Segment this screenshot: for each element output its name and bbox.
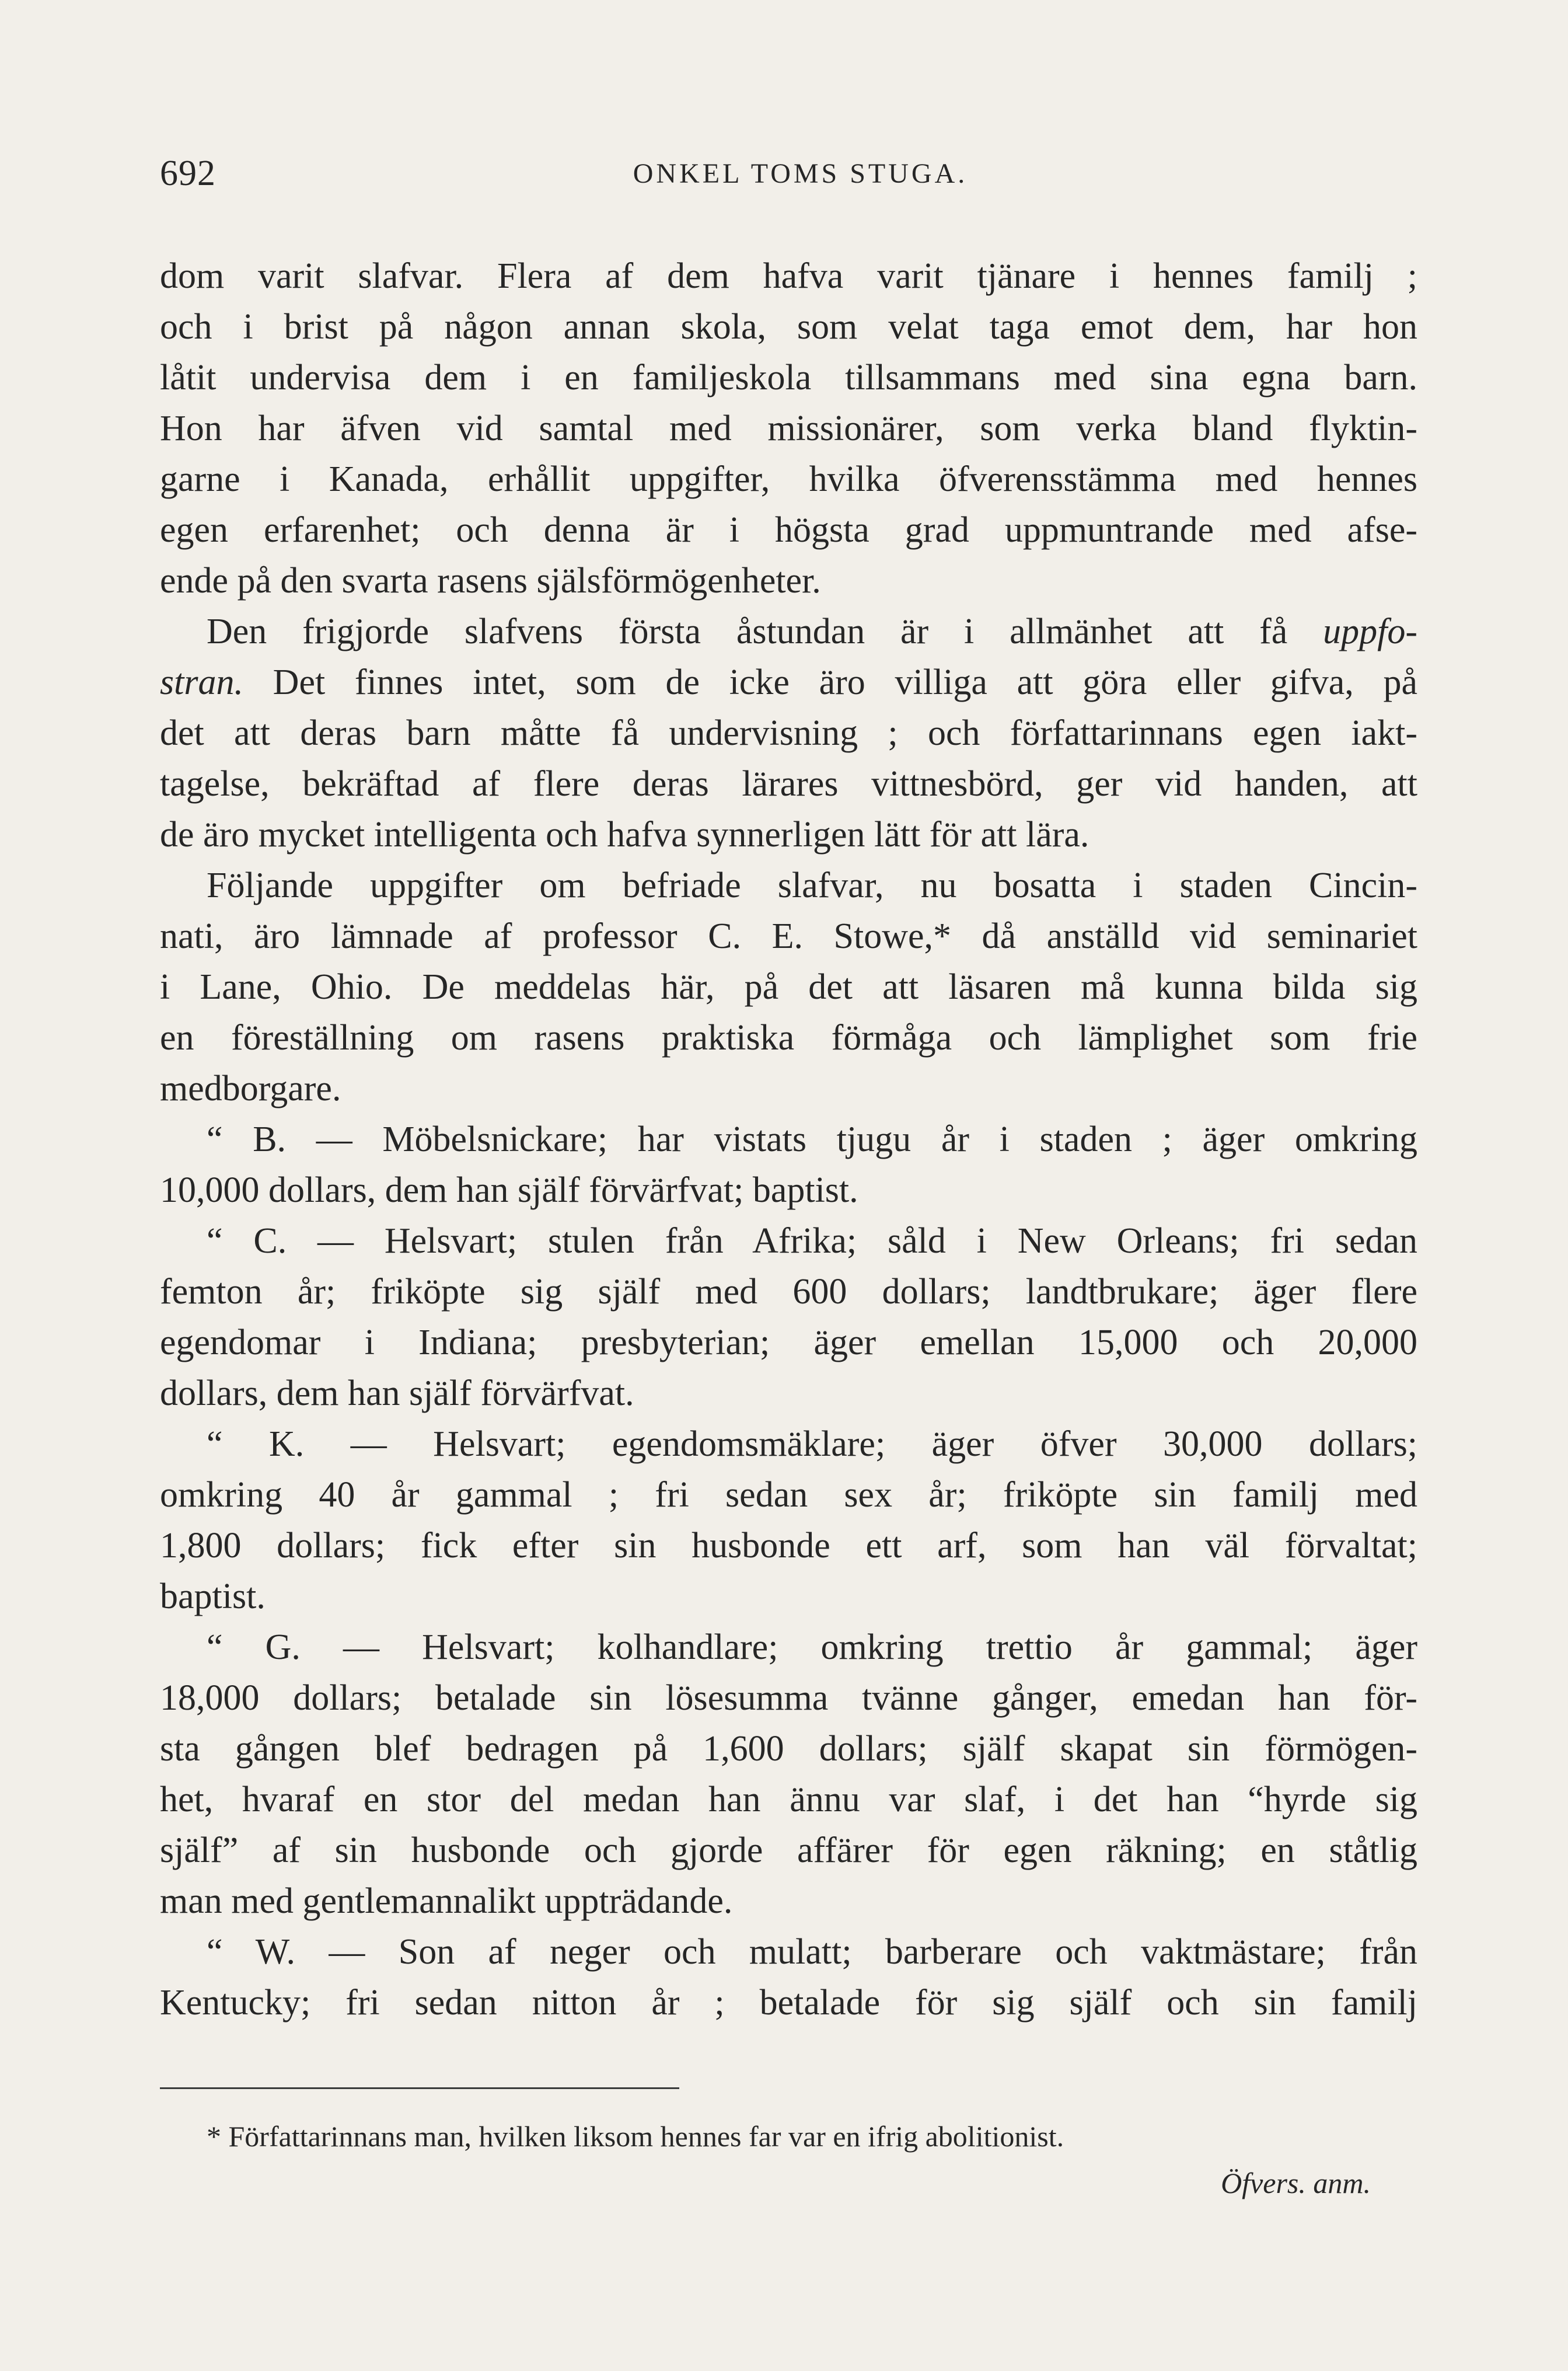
text-line: omkring 40 år gammal ; fri sedan sex år; friköpte sin familj med xyxy=(160,1475,1417,1515)
text-segment: Den frigjorde slafvens första åstundan är i allmänhet att få xyxy=(207,612,1288,651)
footnote-credit: Öfvers. anm. xyxy=(1221,2167,1371,2199)
text-line: 1,800 dollars; fick efter sin husbonde ett arf, som han väl förvaltat; xyxy=(160,1526,1417,1565)
text-line: de äro mycket intelligenta och hafva synnerligen lätt för att lära. xyxy=(160,815,1089,855)
text-line: själf” af sin husbonde och gjorde affärer för egen räkning; en ståtlig xyxy=(160,1830,1417,1870)
text-line: “ K. — Helsvart; egendomsmäklare; äger öfver 30,000 dollars; xyxy=(207,1424,1417,1464)
text-line: sta gången blef bedragen på 1,600 dollars; själf skapat sin förmögen- xyxy=(160,1729,1417,1769)
text-line: Följande uppgifter om befriade slafvar, nu bosatta i staden Cincin- xyxy=(207,866,1417,905)
body-text xyxy=(160,251,1417,2028)
italic-word: stran. xyxy=(160,663,243,702)
page-number: 692 xyxy=(160,154,216,193)
text-line: baptist. xyxy=(160,1577,266,1616)
text-line: garne i Kanada, erhållit uppgifter, hvilka öfverensstämma med hennes xyxy=(160,459,1417,499)
text-line: egendomar i Indiana; presbyterian; äger emellan 15,000 och 20,000 xyxy=(160,1323,1417,1362)
text-line: nati, äro lämnade af professor C. E. Stowe,* då anställd vid seminariet xyxy=(160,916,1417,956)
text-line: dom varit slafvar. Flera af dem hafva varit tjänare i hennes familj ; xyxy=(160,256,1417,296)
footnote-divider xyxy=(160,2087,679,2089)
text-line: “ W. — Son af neger och mulatt; barberare och vaktmästare; från xyxy=(207,1932,1417,1972)
text-line: i Lane, Ohio. De meddelas här, på det att läsaren må kunna bilda sig xyxy=(160,967,1417,1007)
text-line: egen erfarenhet; och denna är i högsta grad uppmuntrande med afse- xyxy=(160,510,1417,550)
text-line: och i brist på någon annan skola, som velat taga emot dem, har hon xyxy=(160,307,1417,347)
text-line: en föreställning om rasens praktiska förmåga och lämplighet som frie xyxy=(160,1018,1417,1058)
text-line: “ G. — Helsvart; kolhandlare; omkring trettio år gammal; äger xyxy=(207,1627,1417,1667)
footnote xyxy=(160,2113,1417,2206)
italic-word: uppfo- xyxy=(1323,612,1417,651)
running-title: ONKEL TOMS STUGA. xyxy=(633,158,968,189)
text-line: man med gentlemannalikt uppträdande. xyxy=(160,1881,733,1921)
text-line: femton år; friköpte sig själf med 600 dollars; landtbrukare; äger flere xyxy=(160,1272,1417,1312)
text-line: Kentucky; fri sedan nitton år ; betalade för sig själf och sin familj xyxy=(160,1983,1417,2023)
text-line: dollars, dem han själf förvärfvat. xyxy=(160,1373,634,1413)
text-line: medborgare. xyxy=(160,1069,341,1108)
text-line: het, hvaraf en stor del medan han ännu var slaf, i det han “hyrde sig xyxy=(160,1780,1417,1819)
text-line: Hon har äfven vid samtal med missionärer, som verka bland flyktin- xyxy=(160,409,1417,448)
text-line: ende på den svarta rasens själsförmögenheter. xyxy=(160,561,821,601)
text-line: “ C. — Helsvart; stulen från Afrika; såld i New Orleans; fri sedan xyxy=(207,1221,1417,1261)
page-header xyxy=(160,153,1417,200)
text-line xyxy=(160,657,1417,708)
text-line: 18,000 dollars; betalade sin lösesumma tvänne gånger, emedan han för- xyxy=(160,1678,1417,1718)
text-line: 10,000 dollars, dem han själf förvärfvat; baptist. xyxy=(160,1170,858,1210)
text-line: “ B. — Möbelsnickare; har vistats tjugu år i staden ; äger omkring xyxy=(207,1120,1417,1159)
text-line: låtit undervisa dem i en familjeskola tillsammans med sina egna barn. xyxy=(160,358,1417,398)
text-segment: Det finnes intet, som de icke äro villiga att göra eller gifva, på xyxy=(273,663,1417,702)
text-line xyxy=(160,606,1417,657)
text-line: tagelse, bekräftad af flere deras lärares vittnesbörd, ger vid handen, att xyxy=(160,764,1417,804)
footnote-text: * Författarinnans man, hvilken liksom hennes far var en ifrig abolitionist. xyxy=(207,2120,1064,2153)
text-line: det att deras barn måtte få undervisning ; och författarinnans egen iakt- xyxy=(160,713,1417,753)
